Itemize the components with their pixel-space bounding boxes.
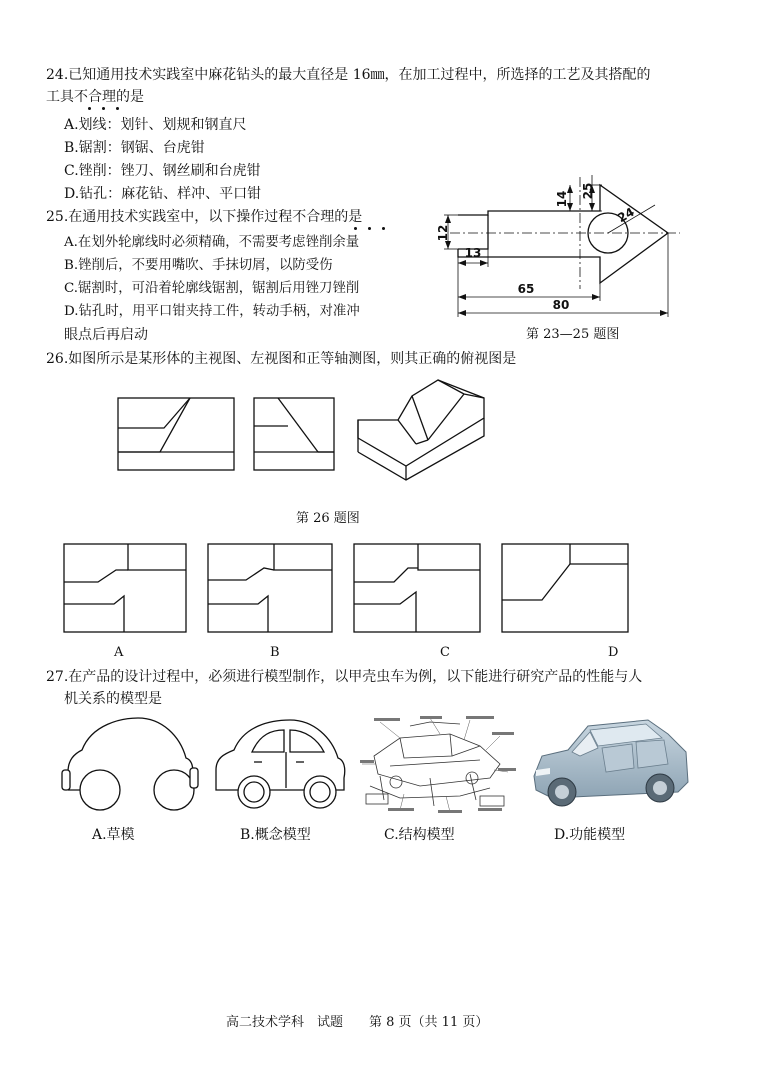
page-footer: 高二技术学科 试题 第 8 页（共 11 页） bbox=[226, 1015, 489, 1030]
q25-option-b: B.锉削后，不要用嘴吹、手抹切屑，以防受伤 bbox=[64, 258, 333, 273]
q27-caption-d: D.功能模型 bbox=[554, 827, 626, 843]
dim-13: 13 bbox=[464, 246, 482, 260]
dim-25: 25 bbox=[581, 182, 595, 200]
dim-24: 24 bbox=[615, 204, 637, 226]
fig23-drawing bbox=[430, 155, 690, 325]
q26-isometric-view bbox=[356, 380, 486, 490]
q27-structural-model-diagram bbox=[360, 716, 516, 814]
q24-stem-line1: 24.已知通用技术实践室中麻花钻头的最大直径是 16㎜，在加工过程中，所选择的工艺及其搭配的 bbox=[46, 67, 651, 83]
q26-left-view bbox=[254, 398, 334, 470]
q26-choice-d-label: D bbox=[608, 645, 619, 660]
q27-caption-a: A.草模 bbox=[92, 827, 135, 843]
q24-option-a: A.划线：划针、划规和钢直尺 bbox=[64, 117, 247, 133]
q25-option-d-continuation: 眼点后再启动 bbox=[64, 327, 148, 343]
q27-sketch-model-car bbox=[62, 718, 198, 814]
q26-choice-b-label: B bbox=[270, 645, 280, 660]
q27-stem-line2: 机关系的模型是 bbox=[64, 691, 162, 707]
q26-front-view bbox=[118, 398, 234, 470]
q27-functional-model-car bbox=[528, 712, 692, 816]
emphasis-dot bbox=[354, 227, 357, 230]
q27-caption-c: C.结构模型 bbox=[384, 827, 455, 843]
emphasis-dot bbox=[88, 107, 91, 110]
q26-figure-caption: 第 26 题图 bbox=[296, 511, 360, 526]
q25-option-d: D.钻孔时，用平口钳夹持工件，转动手柄，对准冲 bbox=[64, 304, 360, 319]
q26-choice-d-drawing bbox=[502, 544, 628, 632]
emphasis-dot bbox=[102, 107, 105, 110]
q27-caption-b: B.概念模型 bbox=[240, 827, 311, 843]
q27-stem-line1: 27.在产品的设计过程中，必须进行模型制作，以甲壳虫车为例，以下能进行研究产品的性能与人 bbox=[46, 669, 643, 685]
q24-option-d: D.钻孔：麻花钻、样冲、平口钳 bbox=[64, 186, 262, 202]
q24-option-c: C.锉削：锉刀、钢丝刷和台虎钳 bbox=[64, 163, 261, 179]
emphasis-dot bbox=[382, 227, 385, 230]
q26-choice-b-drawing bbox=[208, 544, 332, 632]
q25-option-a: A.在划外轮廓线时必须精确，不需要考虑锉削余量 bbox=[64, 235, 360, 250]
fig23-caption: 第 23—25 题图 bbox=[526, 327, 620, 342]
q24-option-b: B.锯割：钢锯、台虎钳 bbox=[64, 140, 205, 156]
dim-14: 14 bbox=[555, 190, 569, 208]
emphasis-dot bbox=[116, 107, 119, 110]
q24-stem-line2: 工具不合理的是 bbox=[46, 89, 144, 105]
q26-stem: 26.如图所示是某形体的主视图、左视图和正等轴测图，则其正确的俯视图是 bbox=[46, 351, 517, 367]
q26-choice-a-label: A bbox=[114, 645, 124, 660]
q27-concept-model-car bbox=[210, 718, 350, 814]
dim-12: 12 bbox=[436, 224, 450, 242]
q25-option-c: C.锯割时，可沿着轮廓线锯割，锯割后用锉刀锉削 bbox=[64, 281, 360, 296]
dim-65: 65 bbox=[517, 282, 535, 296]
q26-choice-c-label: C bbox=[440, 645, 450, 660]
emphasis-dot bbox=[368, 227, 371, 230]
q26-choice-a-drawing bbox=[64, 544, 186, 632]
q25-stem: 25.在通用技术实践室中，以下操作过程不合理的是 bbox=[46, 209, 363, 225]
q26-choice-c-drawing bbox=[354, 544, 480, 632]
dim-80: 80 bbox=[552, 298, 570, 312]
